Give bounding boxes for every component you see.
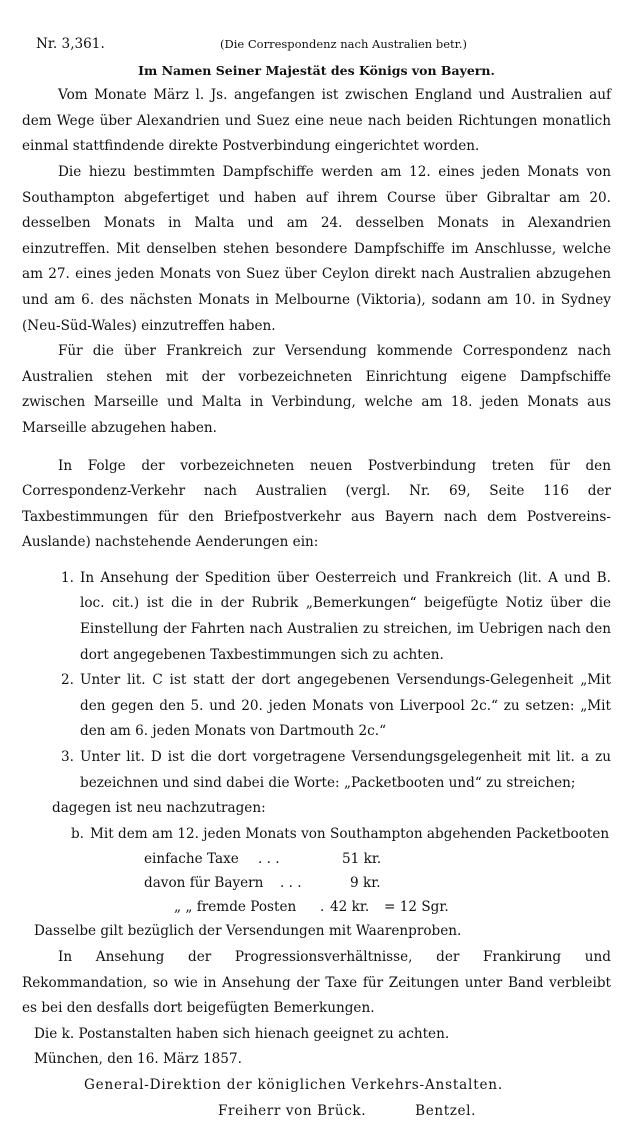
tax-row-dots: . . . <box>280 875 302 892</box>
tax-row-dots: . <box>320 899 325 916</box>
list-item-number: 1. <box>61 569 74 586</box>
sub-item-text: Mit dem am 12. jeden Monats von Southampton abgehenden Packetbooten <box>90 825 610 842</box>
list-item-text: In Ansehung der Spedition über Oesterreich und Frankreich (lit. A und B. loc. cit.) ist die in der Rubrik „Bemerkungen“ beigefügte Notiz über die Einstellung der Fahrten nach Australien zu streichen, im Uebrigen nach den dort angegebenen Taxbestimmungen sich zu achten. <box>80 569 611 663</box>
tax-row-value: 42 kr. <box>330 899 370 916</box>
date-line: München, den 16. März 1857. <box>34 1051 242 1068</box>
list-item <box>22 745 611 796</box>
signatory-2: Bentzel. <box>415 1102 477 1119</box>
tax-row-label: davon für Bayern <box>144 875 264 892</box>
ordinance-number: Nr. 3,361. <box>36 36 105 52</box>
tax-row <box>22 895 611 919</box>
sub-item <box>22 822 611 848</box>
paragraph-4: In Folge der vorbezeichneten neuen Postverbindung treten für den Correspondenz-Verkehr nach Australien (vergl. Nr. 69, Seite 116 der Taxbestimmungen für den Briefpostverkehr aus Bayern nach dem Postvereins-Auslande) nachstehende Aenderungen ein: <box>22 457 611 551</box>
issuing-authority: General-Direktion der königlichen Verkehrs-Anstalten. <box>84 1076 503 1093</box>
royal-heading: Im Namen Seiner Majestät des Königs von Bayern. <box>138 62 495 78</box>
signatures <box>22 1099 611 1124</box>
ordinance-subject: (Die Correspondenz nach Australien betr.) <box>220 37 467 51</box>
final-paragraph: In Ansehung der Progressionsverhältnisse, der Frankirung und Rekommandation, so wie in Ansehung der Taxe für Zeitungen unter Band verbleibt es bei den desfalls dort beigefügten Bemerkungen. <box>22 949 611 1017</box>
tax-table <box>22 847 611 919</box>
tax-row-label: „ „ fremde Posten <box>174 899 297 916</box>
tax-row <box>22 871 611 895</box>
tax-row-dots: . . . <box>258 851 280 868</box>
list-item-number: 3. <box>61 749 74 766</box>
list-item-text: Unter lit. D ist die dort vorgetragene Versendungsgelegenheit mit lit. a zu bezeichnen und sind dabei die Worte: „Packetbooten und“ zu streichen; <box>80 749 611 791</box>
paragraph-3: Für die über Frankreich zur Versendung kommende Correspondenz nach Australien stehen mit der vorbezeichneten Einrichtung eigene Dampfschiffe zwischen Marseille und Malta in Verbindung, welche am 18. jeden Monats aus Marseille abzugehen haben. <box>22 343 611 436</box>
amendment-list <box>22 566 611 796</box>
list-item-text: Unter lit. C ist statt der dort angegebenen Versendungs-Gelegenheit „Mit den gegen den 5. und 20. jeden Monats von Liverpool 2c.“ zu setzen: „Mit den am 6. jeden Monats von Dartmouth 2c.“ <box>80 672 611 740</box>
list-item <box>22 668 611 745</box>
signatory-1: Freiherr von Brück. <box>218 1102 367 1119</box>
tax-row-label: einfache Taxe <box>144 851 239 868</box>
paragraph-1: Vom Monate März l. Js. angefangen ist zwischen England und Australien auf dem Wege über Alexandrien und Suez eine neue nach beiden Richtungen monatlich einmal stattfindende direkte Postverbindung eingerichtet worden. <box>22 87 611 155</box>
document-header <box>22 32 611 58</box>
tax-row <box>22 847 611 871</box>
closing-line: Die k. Postanstalten haben sich hienach geeignet zu achten. <box>34 1025 450 1042</box>
sub-item-label: b. <box>70 825 84 842</box>
paragraph-2: Die hiezu bestimmten Dampfschiffe werden am 12. eines jeden Monats von Southampton abgefertiget und haben auf ihrem Course über Gibraltar am 20. desselben Monats in Malta und am 24. desselben Monats in Alexandrien einzutreffen. Mit denselben stehen besondere Dampfschiffe im Anschlusse, welche am 27. eines jeden Monats von Suez über Ceylon direkt nach Australien abzugehen und am 6. des nächsten Monats in Melbourne (Viktoria), sodann am 10. in Sydney (Neu-Süd-Wales) einzutreffen haben. <box>22 163 611 334</box>
samples-line: Dasselbe gilt bezüglich der Versendungen mit Waarenproben. <box>34 923 462 940</box>
list-item-number: 2. <box>61 672 74 689</box>
list-item <box>22 566 611 668</box>
tax-row-value: 9 kr. <box>350 875 381 892</box>
tax-row-extra: = 12 Sgr. <box>384 899 449 916</box>
addition-intro: dagegen ist neu nachzutragen: <box>52 800 266 817</box>
tax-row-value: 51 kr. <box>342 851 382 868</box>
